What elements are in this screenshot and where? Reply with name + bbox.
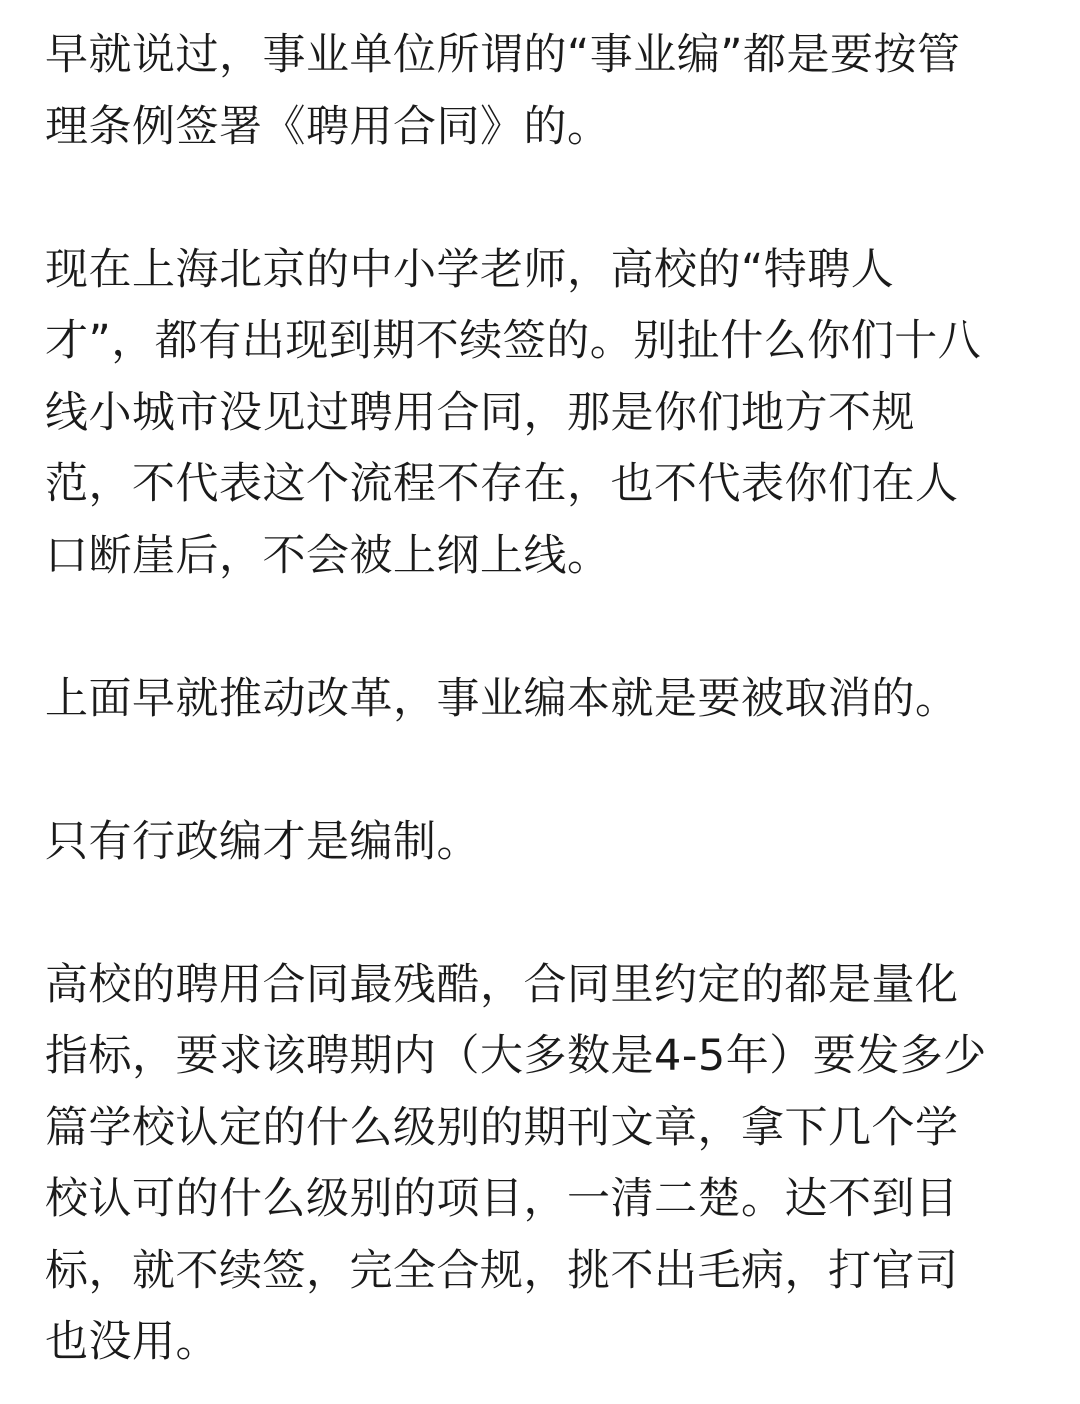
paragraph-2 <box>45 235 1045 593</box>
text-line: 只有行政编才是编制。 <box>45 816 480 867</box>
paragraph-5 <box>45 950 1045 1379</box>
paragraph-spacer <box>45 735 1045 807</box>
paragraph-4 <box>45 807 1045 879</box>
text-line: 现在上海北京的中小学老师，高校的“特聘人 <box>45 244 895 295</box>
text-line: 校认可的什么级别的项目，一清二楚。达不到目 <box>45 1174 959 1224</box>
text-line: 理条例签署《聘用合同》的。 <box>45 101 611 152</box>
text-line: 上面早就推动改革，事业编本就是要被取消的。 <box>45 673 959 724</box>
text-line: 早就说过，事业单位所谓的“事业编”都是要按管 <box>45 30 961 80</box>
text-line: 标，就不续签，完全合规，挑不出毛病，打官司 <box>45 1245 959 1296</box>
text-line: 也没用。 <box>45 1317 219 1367</box>
text-line: 口断崖后，不会被上纲上线。 <box>45 530 611 581</box>
text-line: 线小城市没见过聘用合同，那是你们地方不规 <box>45 387 915 438</box>
text-line: 篇学校认定的什么级别的期刊文章，拿下几个学 <box>45 1102 959 1153</box>
paragraph-3 <box>45 664 1045 736</box>
paragraph-1 <box>45 20 1045 163</box>
post-body <box>45 20 1045 1379</box>
text-line: 才”，都有出现到期不续签的。别扯什么你们十八 <box>45 316 982 366</box>
paragraph-spacer <box>45 878 1045 950</box>
paragraph-spacer <box>45 592 1045 664</box>
text-line: 指标，要求该聘期内（大多数是4-5年）要发多少 <box>45 1031 987 1081</box>
paragraph-spacer <box>45 163 1045 235</box>
text-line: 范，不代表这个流程不存在，也不代表你们在人 <box>45 459 959 509</box>
text-line: 高校的聘用合同最残酷，合同里约定的都是量化 <box>45 959 959 1010</box>
